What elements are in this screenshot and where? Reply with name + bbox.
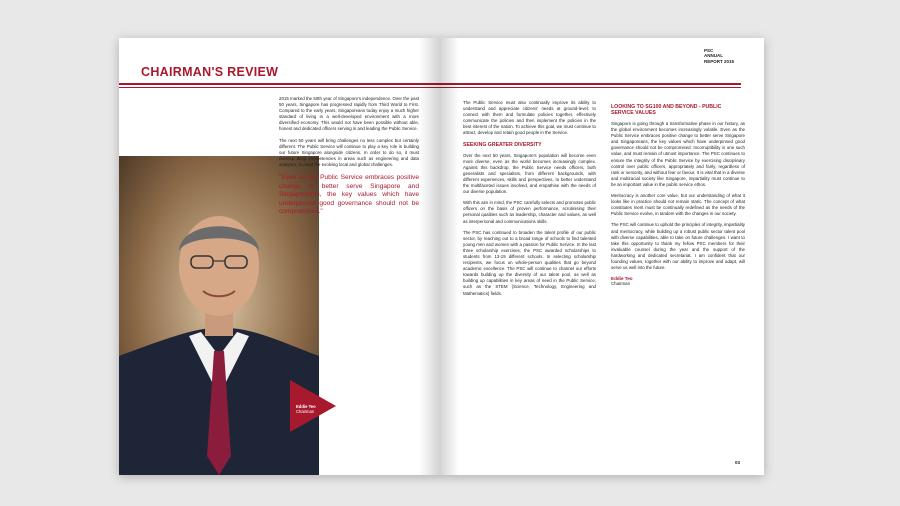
report-tag-line: ANNUAL — [703, 53, 723, 59]
signature-name: Eddie Teo — [611, 276, 633, 282]
gutter-shadow — [441, 38, 459, 475]
right-column-2 — [611, 100, 745, 286]
values-paragraph: Singapore is going through a transformative phase in our history, as the global environment becomes increasingly volatile. Even as the Public Service embraces positive change to better serve Singapore and Singaporeans, the key values which have underpinned good governance should not be compromised. Incorruptibility is one such value, and must remain of utmost importance. The PSC continues to ensure the integrity of the Public Service by exercising disciplinary control over public officers, appropriately and fairly, regardless of rank or seniority, and without fear or favour. It is vital that in a diverse and multiracial society like Singapore, impartiality must continue to be an important value in the public service ethos. — [611, 121, 745, 187]
section-heading-values: LOOKING TO SG100 AND BEYOND - PUBLIC SERVICE VALUES — [611, 104, 722, 116]
page-number: 03 — [734, 460, 740, 465]
title-rule-thin — [441, 87, 741, 88]
signature-role: Chairman — [611, 281, 631, 287]
right-page — [441, 38, 764, 475]
intro-paragraph: 2015 marked the 50th year of Singapore's independence. Over the past 50 years, Singapore has progressed rapidly from Third World to First. Compared to the early years, Singaporeans today enjoy a much higher standard of living in a well-developed environment with a more diversified economy. This would not have been possible without able, honest and dedicated officers serving in and leading the Public Service. — [279, 96, 419, 132]
magazine-spread — [119, 38, 764, 475]
selection-paragraph: With this aim in mind, the PSC carefully selects and promotes public officers on the basis of proven performance, scrutinising their personal qualities such as leadership, character and values, as well as interpersonal and communications skills. — [463, 200, 596, 224]
left-page — [119, 38, 441, 475]
closing-paragraph: The PSC will continue to uphold the principles of integrity, impartiality and meritocracy, while building up a robust public sector talent pool with diverse capabilities, able to take on future challenges. I want to take this opportunity to thank my fellow PSC members for their invaluable counsel during the year and the support of the hardworking and dedicated secretariat. I am confident that our founding values, together with our ability to improve and adapt, will serve us well into the future. — [611, 222, 745, 271]
talent-profile-paragraph: The PSC has continued to broaden the talent profile of our public sector, by reaching out to a broad range of schools to find talented young men and women with a passion for Public Service. In the last three scholarship exercises, the PSC awarded scholarships to students from 13-19 different schools. In selecting scholarship recipients, we focus on whole-person qualities that go beyond academic excellence. The PSC will continue to channel our efforts towards building up the diversity of our talent pool, as well as building up capabilities in key areas of need in the Public Service, such as the STEM (Science, Technology, Engineering and Mathematics) fields. — [463, 229, 596, 296]
meritocracy-paragraph: Meritocracy is another core value, but our understanding of what it looks like in practice should not remain static. The concept of what constitutes merit must be continually redefined as the needs of the Public Service evolve, in tandem with the changes in our society. — [611, 193, 745, 217]
diversity-paragraph: Over the next 50 years, Singapore's population will become even more diverse, even as the world becomes increasingly complex. Against this backdrop, the Public Service needs officers, both generalists and specialists, from different backgrounds, with different experiences, skills and perspectives, to better understand the multifaceted issues involved, and empathise with the needs of our diverse population. — [463, 152, 596, 195]
title-rule-thin — [119, 87, 441, 88]
ground-level-paragraph: The Public Service must also continually improve its ability to understand and appreciate citizens' needs at ground-level; to connect with them and formulate policies together, effectively communicate the policies and then implement the policies in the best interest of the nation. To achieve this goal, we must continue to attract, develop and retain good people in the Service. — [463, 100, 596, 136]
next-50-years-paragraph: The next 50 years will bring challenges no less complex but certainly different. The Public Service will continue to play a key role in building our future Singapore alongside citizens. In order to do so, it must develop deep competencies in areas such as engineering and data analytics, to meet the evolving local and global challenges. — [279, 137, 419, 167]
report-tag — [704, 48, 734, 64]
report-tag-line: PSC — [703, 48, 714, 53]
section-heading-diversity: SEEKING GREATER DIVERSITY — [463, 141, 542, 148]
title-rule — [119, 83, 441, 85]
page-title: CHAIRMAN'S REVIEW — [141, 65, 279, 79]
caption-name: Eddie Teo — [296, 404, 316, 409]
left-text-column — [279, 96, 419, 217]
report-tag-line: REPORT 2015 — [703, 58, 734, 64]
title-rule — [441, 83, 741, 85]
right-column-1 — [463, 100, 596, 302]
photo-caption — [296, 404, 316, 415]
pull-quote: "Even as the Public Service embraces positive change to better serve Singapore and Singaporeans, the key values which have underpinned good governance should not be compromised." — [279, 174, 419, 216]
gutter-shadow — [419, 38, 441, 475]
caption-role: Chairman — [296, 409, 315, 415]
